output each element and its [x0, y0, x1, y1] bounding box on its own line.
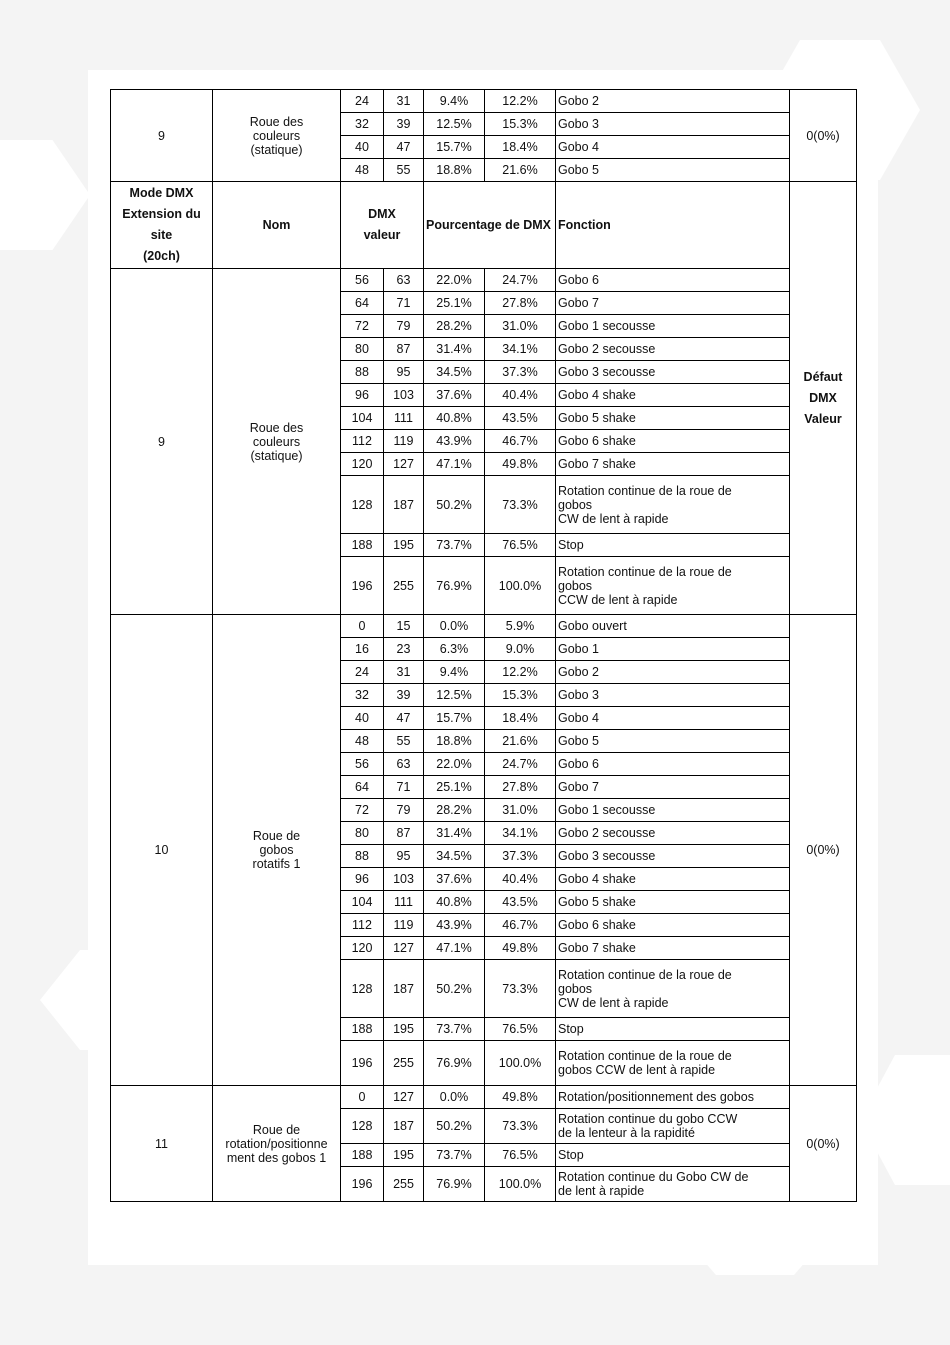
dmx-to: 103 — [384, 384, 424, 407]
function-line: Rotation continue de la roue de — [558, 967, 732, 982]
percent-from: 25.1% — [424, 292, 485, 315]
header-mode-line: Extension du site — [122, 207, 201, 242]
channel-name-line: rotatifs 1 — [252, 857, 301, 871]
percent-from: 76.9% — [424, 1167, 485, 1202]
percent-to: 40.4% — [485, 384, 556, 407]
percent-from: 47.1% — [424, 453, 485, 476]
header-mode — [111, 182, 213, 269]
function-line: Gobo 3 — [558, 117, 600, 131]
function-cell — [556, 799, 790, 822]
function-line: Gobo 1 secousse — [558, 319, 656, 333]
dmx-to: 195 — [384, 1018, 424, 1041]
header-default-line: DMX — [809, 390, 837, 405]
dmx-channel-table — [110, 89, 857, 1202]
percent-from: 31.4% — [424, 338, 485, 361]
channel-name-line: (statique) — [250, 448, 303, 463]
dmx-to: 95 — [384, 361, 424, 384]
function-cell — [556, 753, 790, 776]
function-line: Gobo 6 shake — [558, 434, 636, 448]
percent-to: 43.5% — [485, 891, 556, 914]
percent-to: 46.7% — [485, 914, 556, 937]
percent-from: 28.2% — [424, 315, 485, 338]
percent-to: 43.5% — [485, 407, 556, 430]
percent-from: 34.5% — [424, 361, 485, 384]
percent-from: 76.9% — [424, 557, 485, 615]
function-line: Rotation continue de la roue de — [558, 564, 732, 579]
function-line: Gobo 4 shake — [558, 388, 636, 402]
function-line: Stop — [558, 1022, 584, 1036]
dmx-from: 80 — [341, 822, 384, 845]
percent-to: 21.6% — [485, 730, 556, 753]
dmx-to: 79 — [384, 315, 424, 338]
function-cell — [556, 315, 790, 338]
channel-name-line: Roue des — [249, 114, 304, 129]
percent-from: 50.2% — [424, 960, 485, 1018]
function-cell — [556, 453, 790, 476]
function-cell — [556, 730, 790, 753]
channel-name-line: Roue des — [249, 420, 304, 435]
percent-to: 37.3% — [485, 361, 556, 384]
percent-from: 15.7% — [424, 707, 485, 730]
percent-to: 49.8% — [485, 937, 556, 960]
dmx-to: 255 — [384, 1041, 424, 1086]
default-value: 0(0%) — [790, 1086, 857, 1202]
function-line: Gobo 6 shake — [558, 918, 636, 932]
dmx-from: 64 — [341, 776, 384, 799]
function-line: Gobo 3 — [558, 688, 600, 702]
function-line: Gobo 3 secousse — [558, 849, 656, 863]
function-line: Gobo 4 shake — [558, 872, 636, 886]
header-default — [790, 182, 857, 615]
function-cell — [556, 292, 790, 315]
percent-from: 0.0% — [424, 615, 485, 638]
percent-from: 47.1% — [424, 937, 485, 960]
dmx-to: 255 — [384, 557, 424, 615]
function-cell — [556, 868, 790, 891]
function-line: Gobo 7 — [558, 296, 600, 310]
function-line: CW de lent à rapide — [558, 995, 669, 1010]
header-function: Fonction — [556, 182, 790, 269]
dmx-to: 127 — [384, 937, 424, 960]
function-line: Gobo 1 — [558, 642, 600, 656]
dmx-from: 88 — [341, 361, 384, 384]
dmx-from: 32 — [341, 113, 384, 136]
percent-from: 50.2% — [424, 476, 485, 534]
function-line: Gobo 7 shake — [558, 457, 636, 471]
table-row — [111, 269, 857, 292]
function-line: de lent à rapide — [558, 1184, 645, 1198]
dmx-from: 16 — [341, 638, 384, 661]
table-row — [111, 1086, 857, 1109]
percent-to: 73.3% — [485, 476, 556, 534]
function-line: Gobo 7 — [558, 780, 600, 794]
dmx-from: 32 — [341, 684, 384, 707]
percent-to: 27.8% — [485, 776, 556, 799]
dmx-from: 72 — [341, 315, 384, 338]
function-line: Rotation continue du gobo CCW — [558, 1112, 738, 1126]
percent-to: 73.3% — [485, 960, 556, 1018]
function-line: gobos — [558, 981, 593, 996]
table-row — [111, 615, 857, 638]
percent-from: 76.9% — [424, 1041, 485, 1086]
header-default-line: Défaut — [803, 369, 843, 384]
percent-to: 18.4% — [485, 707, 556, 730]
dmx-from: 0 — [341, 1086, 384, 1109]
percent-to: 12.2% — [485, 90, 556, 113]
dmx-to: 55 — [384, 159, 424, 182]
dmx-from: 188 — [341, 1018, 384, 1041]
function-cell — [556, 1086, 790, 1109]
percent-from: 40.8% — [424, 891, 485, 914]
function-cell — [556, 638, 790, 661]
function-line: Gobo 7 shake — [558, 941, 636, 955]
percent-to: 31.0% — [485, 799, 556, 822]
function-line: Stop — [558, 538, 584, 552]
dmx-from: 196 — [341, 1041, 384, 1086]
percent-from: 22.0% — [424, 269, 485, 292]
percent-from: 50.2% — [424, 1109, 485, 1144]
dmx-from: 128 — [341, 476, 384, 534]
dmx-to: 119 — [384, 430, 424, 453]
header-name: Nom — [213, 182, 341, 269]
function-line: CW de lent à rapide — [558, 511, 669, 526]
percent-from: 12.5% — [424, 684, 485, 707]
percent-from: 43.9% — [424, 430, 485, 453]
dmx-from: 56 — [341, 753, 384, 776]
percent-from: 9.4% — [424, 661, 485, 684]
dmx-to: 187 — [384, 476, 424, 534]
dmx-from: 188 — [341, 1144, 384, 1167]
dmx-from: 104 — [341, 407, 384, 430]
dmx-from: 80 — [341, 338, 384, 361]
dmx-from: 40 — [341, 707, 384, 730]
dmx-to: 111 — [384, 407, 424, 430]
channel-number: 10 — [111, 615, 213, 1086]
function-cell — [556, 1109, 790, 1144]
function-cell — [556, 338, 790, 361]
function-cell — [556, 1041, 790, 1086]
percent-to: 24.7% — [485, 269, 556, 292]
percent-from: 9.4% — [424, 90, 485, 113]
channel-name-line: couleurs — [252, 128, 301, 143]
function-cell — [556, 822, 790, 845]
function-cell — [556, 776, 790, 799]
channel-name-line: couleurs — [252, 434, 301, 449]
header-dmx-value — [341, 182, 424, 269]
percent-to: 49.8% — [485, 1086, 556, 1109]
dmx-to: 255 — [384, 1167, 424, 1202]
percent-to: 76.5% — [485, 1018, 556, 1041]
percent-from: 43.9% — [424, 914, 485, 937]
function-cell — [556, 384, 790, 407]
dmx-from: 112 — [341, 914, 384, 937]
percent-from: 37.6% — [424, 384, 485, 407]
function-cell — [556, 430, 790, 453]
function-line: Rotation/positionnement des gobos — [558, 1090, 754, 1104]
function-line: Gobo 4 — [558, 711, 600, 725]
dmx-from: 128 — [341, 1109, 384, 1144]
channel-name-line: Roue de — [252, 829, 301, 843]
percent-from: 31.4% — [424, 822, 485, 845]
percent-to: 100.0% — [485, 1041, 556, 1086]
percent-to: 34.1% — [485, 822, 556, 845]
percent-to: 49.8% — [485, 453, 556, 476]
function-cell — [556, 407, 790, 430]
function-line: de la lenteur à la rapidité — [558, 1126, 695, 1140]
function-cell — [556, 937, 790, 960]
percent-to: 21.6% — [485, 159, 556, 182]
percent-to: 18.4% — [485, 136, 556, 159]
dmx-to: 127 — [384, 1086, 424, 1109]
channel-number: 9 — [111, 269, 213, 615]
header-row — [111, 182, 857, 269]
function-cell — [556, 615, 790, 638]
dmx-to: 71 — [384, 292, 424, 315]
dmx-from: 196 — [341, 1167, 384, 1202]
function-line: gobos — [558, 497, 593, 512]
function-line: Gobo 2 secousse — [558, 342, 656, 356]
function-cell — [556, 136, 790, 159]
dmx-from: 128 — [341, 960, 384, 1018]
dmx-from: 104 — [341, 891, 384, 914]
channel-name — [213, 615, 341, 1086]
background-hexagon — [0, 140, 90, 250]
function-cell — [556, 684, 790, 707]
function-line: Gobo 5 shake — [558, 411, 636, 425]
function-line: Gobo 6 — [558, 273, 600, 287]
function-line: Stop — [558, 1148, 584, 1162]
dmx-to: 195 — [384, 534, 424, 557]
dmx-to: 31 — [384, 661, 424, 684]
dmx-from: 96 — [341, 384, 384, 407]
function-line: gobos CCW de lent à rapide — [558, 1063, 716, 1077]
function-line: Gobo 5 — [558, 163, 600, 177]
dmx-to: 119 — [384, 914, 424, 937]
function-line: Gobo 6 — [558, 757, 600, 771]
percent-from: 37.6% — [424, 868, 485, 891]
percent-to: 34.1% — [485, 338, 556, 361]
function-cell — [556, 534, 790, 557]
percent-from: 6.3% — [424, 638, 485, 661]
percent-to: 37.3% — [485, 845, 556, 868]
percent-from: 40.8% — [424, 407, 485, 430]
dmx-from: 40 — [341, 136, 384, 159]
dmx-from: 48 — [341, 159, 384, 182]
function-line: Gobo 2 — [558, 94, 600, 108]
dmx-to: 127 — [384, 453, 424, 476]
function-line: Rotation continue de la roue de — [558, 483, 732, 498]
function-line: Gobo 4 — [558, 140, 600, 154]
header-mode-line: (20ch) — [143, 249, 180, 263]
table-row — [111, 90, 857, 113]
percent-from: 73.7% — [424, 534, 485, 557]
percent-to: 24.7% — [485, 753, 556, 776]
dmx-from: 120 — [341, 937, 384, 960]
function-cell — [556, 113, 790, 136]
function-line: Rotation continue de la roue de — [558, 1049, 732, 1063]
channel-name-line: ment des gobos 1 — [226, 1150, 327, 1165]
channel-number: 11 — [111, 1086, 213, 1202]
dmx-to: 55 — [384, 730, 424, 753]
default-value: 0(0%) — [790, 90, 857, 182]
function-cell — [556, 914, 790, 937]
percent-from: 18.8% — [424, 730, 485, 753]
function-cell — [556, 1018, 790, 1041]
dmx-to: 15 — [384, 615, 424, 638]
dmx-to: 111 — [384, 891, 424, 914]
dmx-to: 79 — [384, 799, 424, 822]
header-mode-line: Mode DMX — [129, 186, 194, 200]
dmx-to: 63 — [384, 269, 424, 292]
dmx-from: 56 — [341, 269, 384, 292]
dmx-from: 48 — [341, 730, 384, 753]
percent-to: 100.0% — [485, 557, 556, 615]
dmx-to: 39 — [384, 684, 424, 707]
percent-from: 12.5% — [424, 113, 485, 136]
header-percentage: Pourcentage de DMX — [424, 182, 556, 269]
dmx-to: 47 — [384, 136, 424, 159]
function-cell — [556, 891, 790, 914]
function-cell — [556, 845, 790, 868]
percent-to: 76.5% — [485, 534, 556, 557]
function-cell — [556, 269, 790, 292]
percent-to: 76.5% — [485, 1144, 556, 1167]
function-line: Gobo 5 shake — [558, 895, 636, 909]
dmx-to: 63 — [384, 753, 424, 776]
percent-to: 15.3% — [485, 684, 556, 707]
function-line: Gobo ouvert — [558, 619, 627, 633]
channel-name-line: (statique) — [250, 142, 303, 157]
percent-to: 73.3% — [485, 1109, 556, 1144]
channel-name — [213, 90, 341, 182]
dmx-to: 39 — [384, 113, 424, 136]
dmx-from: 96 — [341, 868, 384, 891]
dmx-from: 196 — [341, 557, 384, 615]
function-cell — [556, 159, 790, 182]
default-value: 0(0%) — [790, 615, 857, 1086]
dmx-from: 64 — [341, 292, 384, 315]
function-line: Gobo 2 — [558, 665, 600, 679]
percent-from: 15.7% — [424, 136, 485, 159]
percent-from: 0.0% — [424, 1086, 485, 1109]
dmx-from: 120 — [341, 453, 384, 476]
function-cell — [556, 361, 790, 384]
percent-from: 22.0% — [424, 753, 485, 776]
function-cell — [556, 557, 790, 615]
function-cell — [556, 960, 790, 1018]
dmx-to: 187 — [384, 960, 424, 1018]
channel-name-line: rotation/positionne — [225, 1136, 328, 1151]
percent-to: 5.9% — [485, 615, 556, 638]
percent-to: 46.7% — [485, 430, 556, 453]
function-line: Gobo 2 secousse — [558, 826, 656, 840]
dmx-from: 188 — [341, 534, 384, 557]
function-cell — [556, 1167, 790, 1202]
function-cell — [556, 707, 790, 730]
dmx-to: 187 — [384, 1109, 424, 1144]
header-default-line: Valeur — [804, 411, 842, 426]
function-line: Rotation continue du Gobo CW de — [558, 1170, 749, 1184]
function-cell — [556, 90, 790, 113]
channel-name — [213, 269, 341, 615]
percent-to: 15.3% — [485, 113, 556, 136]
dmx-from: 112 — [341, 430, 384, 453]
function-cell — [556, 1144, 790, 1167]
function-line: Gobo 1 secousse — [558, 803, 656, 817]
header-dmx-line: DMX — [368, 207, 396, 221]
dmx-to: 103 — [384, 868, 424, 891]
function-line: gobos — [558, 578, 593, 593]
dmx-from: 0 — [341, 615, 384, 638]
percent-from: 18.8% — [424, 159, 485, 182]
percent-to: 40.4% — [485, 868, 556, 891]
dmx-to: 87 — [384, 822, 424, 845]
dmx-to: 23 — [384, 638, 424, 661]
function-line: Gobo 5 — [558, 734, 600, 748]
function-line: CCW de lent à rapide — [558, 592, 678, 607]
function-cell — [556, 476, 790, 534]
percent-to: 12.2% — [485, 661, 556, 684]
percent-from: 34.5% — [424, 845, 485, 868]
header-dmx-line: valeur — [363, 228, 401, 242]
function-line: Gobo 3 secousse — [558, 365, 656, 379]
dmx-from: 24 — [341, 90, 384, 113]
percent-to: 31.0% — [485, 315, 556, 338]
percent-to: 27.8% — [485, 292, 556, 315]
channel-name — [213, 1086, 341, 1202]
dmx-to: 87 — [384, 338, 424, 361]
percent-to: 100.0% — [485, 1167, 556, 1202]
dmx-to: 195 — [384, 1144, 424, 1167]
channel-name-line: Roue de — [252, 1122, 301, 1137]
channel-number: 9 — [111, 90, 213, 182]
percent-from: 73.7% — [424, 1144, 485, 1167]
percent-from: 28.2% — [424, 799, 485, 822]
dmx-from: 72 — [341, 799, 384, 822]
dmx-from: 24 — [341, 661, 384, 684]
dmx-to: 31 — [384, 90, 424, 113]
dmx-from: 88 — [341, 845, 384, 868]
percent-from: 73.7% — [424, 1018, 485, 1041]
dmx-to: 71 — [384, 776, 424, 799]
percent-from: 25.1% — [424, 776, 485, 799]
function-cell — [556, 661, 790, 684]
dmx-to: 47 — [384, 707, 424, 730]
dmx-to: 95 — [384, 845, 424, 868]
channel-name-line: gobos — [259, 843, 294, 857]
percent-to: 9.0% — [485, 638, 556, 661]
